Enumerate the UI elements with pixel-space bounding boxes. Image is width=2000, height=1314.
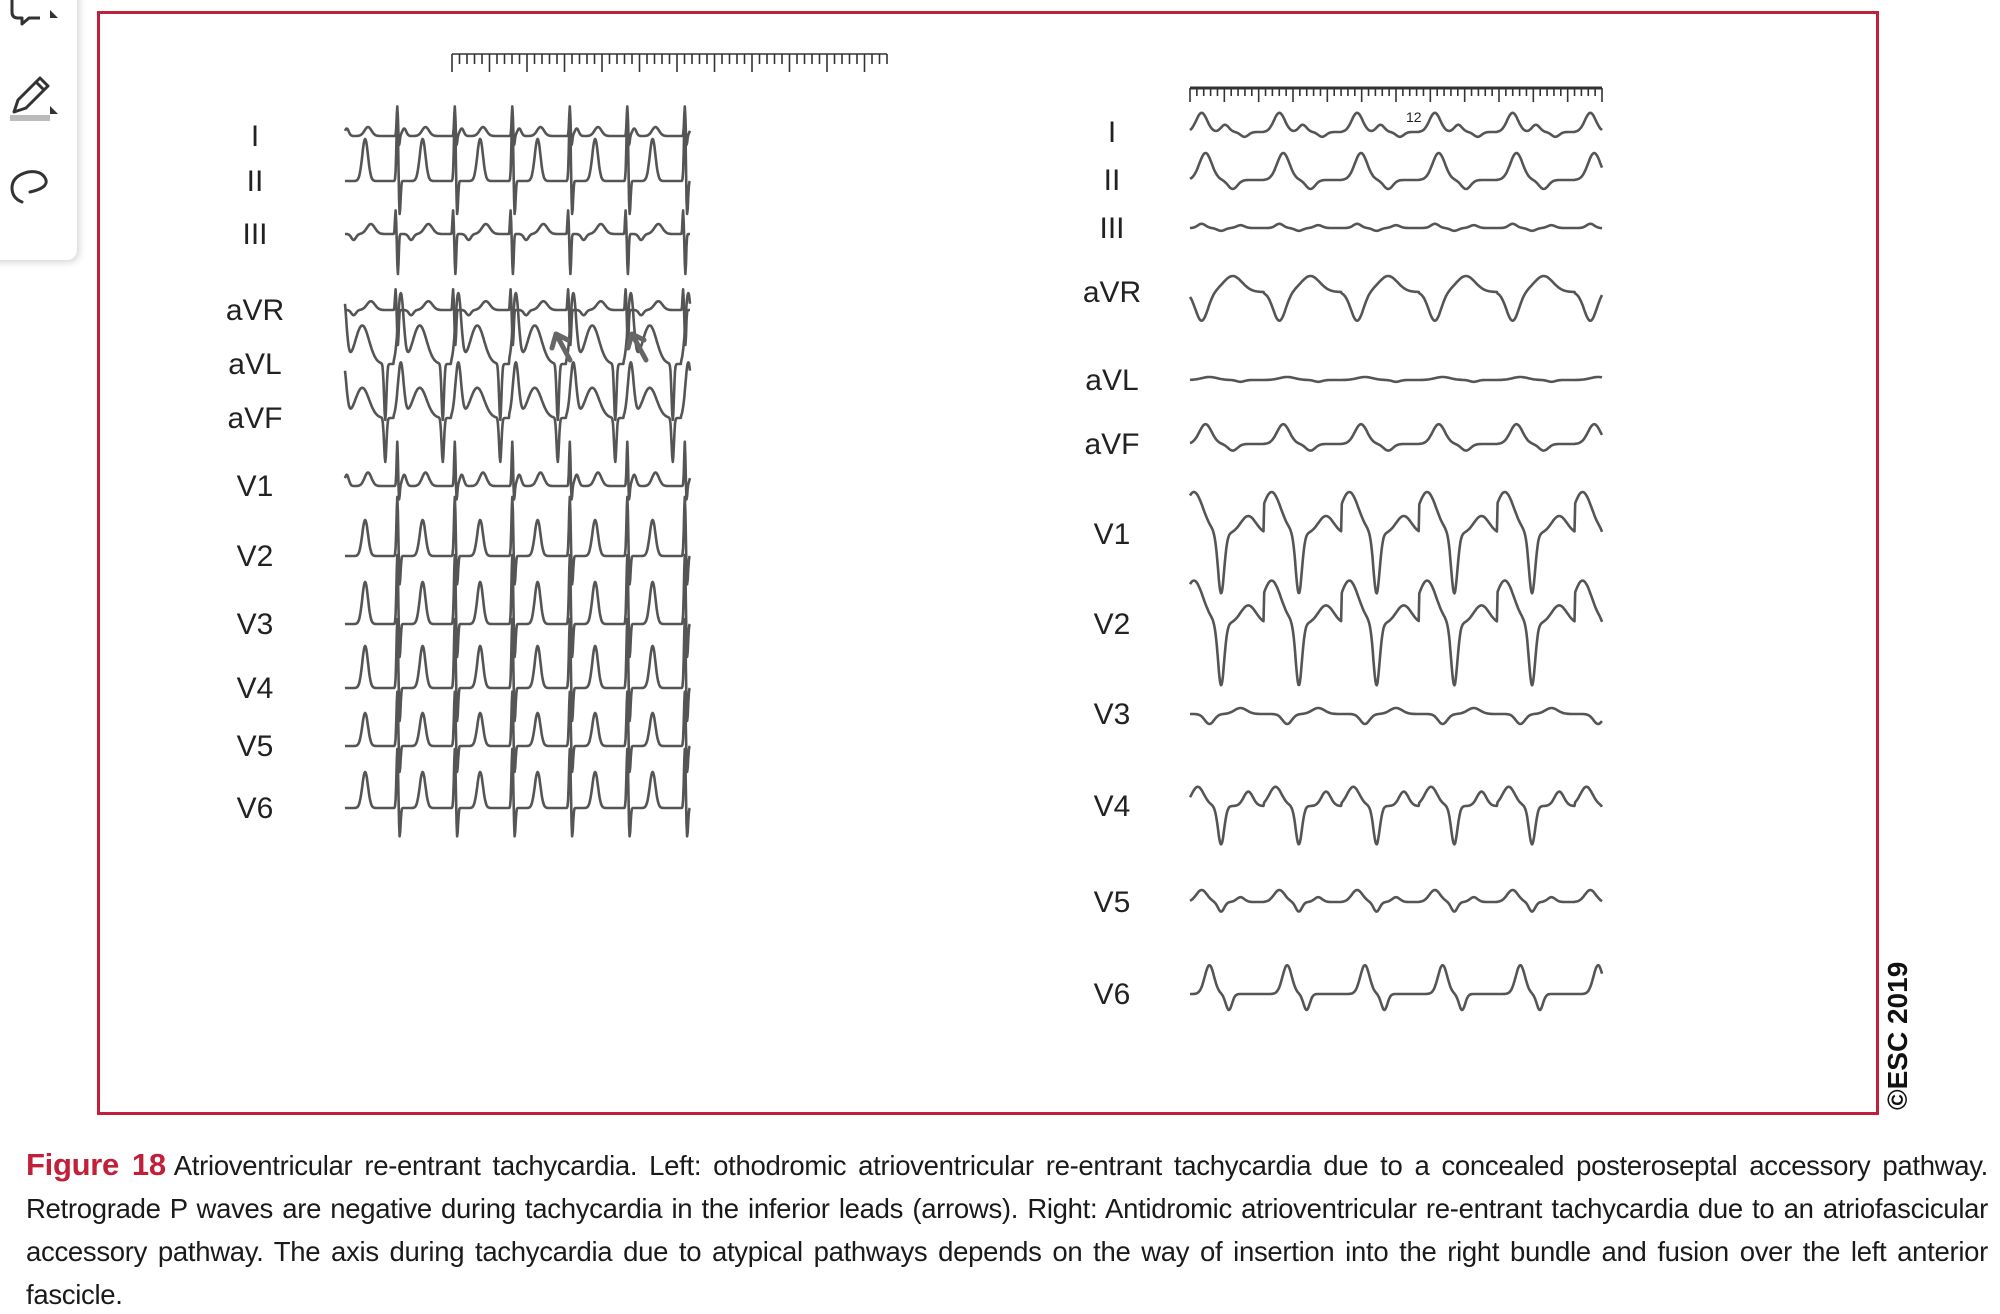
comment-tool[interactable] xyxy=(0,0,60,50)
figure-label: Figure 18 xyxy=(26,1147,166,1182)
right-lead-label-ii: II xyxy=(1103,164,1121,197)
right-trace-v5 xyxy=(1190,890,1602,912)
right-lead-label-iii: III xyxy=(1099,212,1125,245)
right-trace-v3 xyxy=(1190,708,1602,724)
right-trace-v1 xyxy=(1190,492,1602,593)
left-lead-label-v4: V4 xyxy=(236,672,274,705)
left-lead-label-avl: aVL xyxy=(228,348,282,381)
right-trace-i xyxy=(1190,113,1602,137)
left-trace-v6 xyxy=(345,749,690,836)
figure-caption xyxy=(26,1143,1988,1314)
right-trace-v2 xyxy=(1190,581,1602,686)
arrow-mark-2 xyxy=(628,334,646,360)
right-trace-ii xyxy=(1190,153,1602,189)
left-lead-label-v3: V3 xyxy=(236,608,274,641)
right-trace-avr xyxy=(1190,276,1602,321)
caption-text: Atrioventricular re-entrant tachycardia. Left: othodromic atrioventricular re-entrant tachycardia due to a concealed posteroseptal accessory pathway. Retrograde P waves are negative during tachycardia in the inferior leads (arrows). Right: Antidromic atrioventricular re-entrant tachycardia due to an atriofascicular accessory pathway. The axis during tachycardia due to atypical pathways depends on the way of insertion into the right bundle and fusion over the left anterior fascicle. xyxy=(26,1150,1988,1310)
right-lead-labels xyxy=(1083,116,1141,1011)
right-trace-avf xyxy=(1190,424,1602,450)
right-lead-label-v5: V5 xyxy=(1093,886,1131,919)
right-lead-label-avr: aVR xyxy=(1082,276,1142,309)
left-lead-label-avr: aVR xyxy=(225,294,285,327)
highlight-tool[interactable] xyxy=(0,66,60,126)
left-lead-label-iii: III xyxy=(242,218,268,251)
right-ecg-traces xyxy=(1190,113,1602,1010)
comment-icon xyxy=(0,0,60,50)
right-ruler-label: 12 xyxy=(1406,109,1422,125)
lasso-tool[interactable] xyxy=(0,162,60,222)
left-trace-v1 xyxy=(345,442,690,500)
annotation-toolbar xyxy=(0,0,77,260)
ecg-figure xyxy=(100,14,1876,1112)
right-lead-label-i: I xyxy=(1107,116,1117,149)
pencil-icon xyxy=(0,66,60,126)
right-lead-label-v2: V2 xyxy=(1093,608,1131,641)
lasso-icon xyxy=(0,162,60,222)
figure-frame xyxy=(97,11,1879,1115)
right-trace-iii xyxy=(1190,224,1602,231)
left-time-ruler xyxy=(452,54,887,72)
left-lead-label-ii: II xyxy=(246,165,264,198)
right-time-ruler xyxy=(1190,88,1602,102)
right-lead-label-v6: V6 xyxy=(1093,978,1131,1011)
left-trace-iii xyxy=(345,210,690,274)
left-lead-label-i: I xyxy=(250,120,260,153)
right-lead-label-v1: V1 xyxy=(1093,518,1131,551)
left-lead-label-v5: V5 xyxy=(236,730,274,763)
left-lead-label-v1: V1 xyxy=(236,470,274,503)
right-trace-v4 xyxy=(1190,787,1602,845)
right-trace-v6 xyxy=(1190,965,1602,1010)
left-lead-label-v2: V2 xyxy=(236,540,274,573)
right-trace-avl xyxy=(1190,377,1602,382)
left-trace-ii xyxy=(345,112,690,214)
right-lead-label-avl: aVL xyxy=(1085,364,1139,397)
left-lead-labels xyxy=(226,120,284,825)
copyright-notice: ©ESC 2019 xyxy=(1882,961,1913,1110)
left-lead-label-avf: aVF xyxy=(227,402,283,435)
right-lead-label-avf: aVF xyxy=(1084,428,1140,461)
left-ecg-traces xyxy=(345,106,690,836)
left-lead-label-v6: V6 xyxy=(236,792,274,825)
right-lead-label-v4: V4 xyxy=(1093,790,1131,823)
right-lead-label-v3: V3 xyxy=(1093,698,1131,731)
